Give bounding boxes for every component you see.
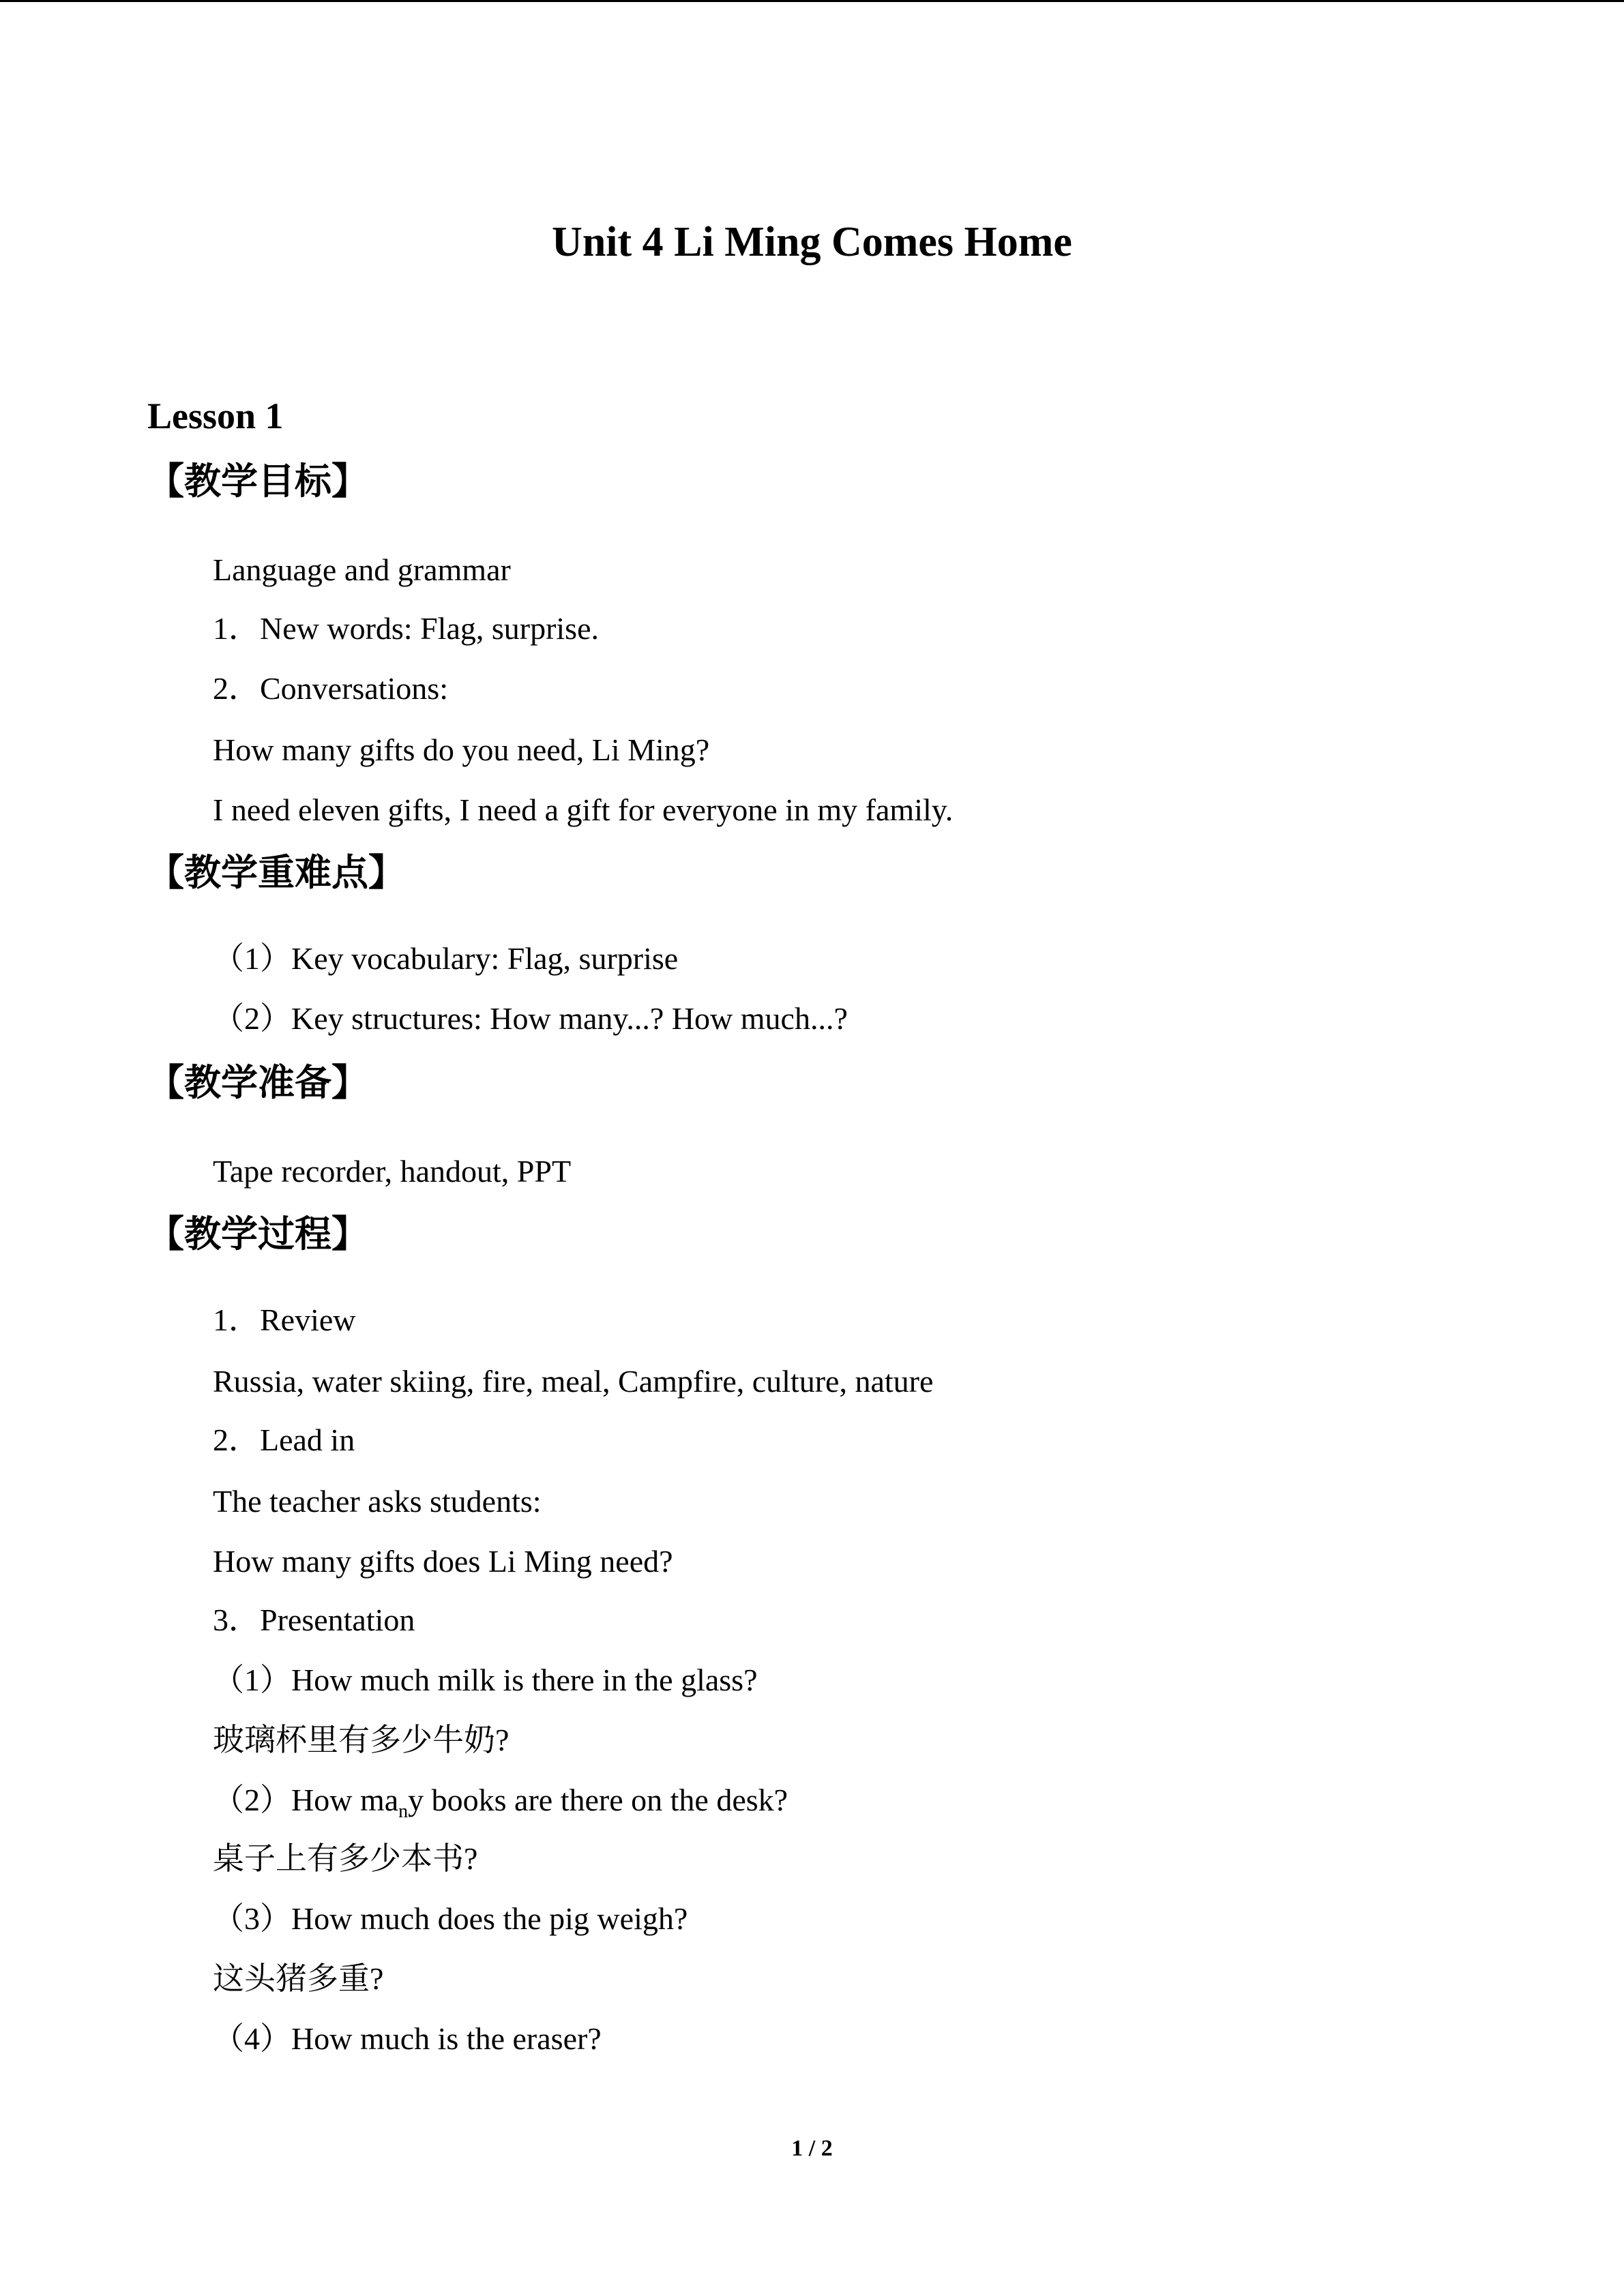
section-heading-key-points: 【教学重难点】 [147,851,405,894]
document-title: Unit 4 Li Ming Comes Home [552,219,1072,265]
lesson-heading: Lesson 1 [147,396,284,436]
objectives-line: 2．Conversations: [213,671,448,706]
key-points-line: （2）Key structures: How many...? How much...? [213,1001,848,1036]
objectives-line: 1．New words: Flag, surprise. [213,611,599,646]
process-line: 这头猪多重? [213,1961,384,1996]
objectives-line: How many gifts do you need, Li Ming? [213,732,710,767]
process-line-part: （2）How ma [213,1783,399,1817]
objectives-line: I need eleven gifts, I need a gift for everyone in my family. [213,792,954,827]
process-line: How many gifts does Li Ming need? [213,1544,673,1579]
objectives-line: Language and grammar [213,552,511,587]
process-line: Russia, water skiing, fire, meal, Campfire, culture, nature [213,1364,934,1399]
section-heading-preparation: 【教学准备】 [147,1061,368,1104]
section-heading-process: 【教学过程】 [147,1212,368,1255]
process-line [213,1780,788,1832]
key-points-line: （1）Key vocabulary: Flag, surprise [213,941,679,976]
process-line: 桌子上有多少本书? [213,1841,478,1876]
process-line-part: y books are there on the desk? [408,1783,788,1817]
process-line: The teacher asks students: [213,1484,542,1519]
page-number: 1 / 2 [791,2136,833,2161]
process-line: （1）How much milk is there in the glass? [213,1663,758,1697]
process-line: （3）How much does the pig weigh? [213,1901,688,1936]
process-line: 3．Presentation [213,1602,415,1637]
subscript-letter: n [398,1801,409,1822]
process-line: 玻璃杯里有多少牛奶? [213,1723,510,1757]
section-heading-objectives: 【教学目标】 [147,460,368,503]
process-line: （4）How much is the eraser? [213,2021,602,2056]
preparation-line: Tape recorder, handout, PPT [213,1154,572,1189]
page-top-border [0,0,1624,2]
process-line: 2．Lead in [213,1422,355,1457]
process-line: 1．Review [213,1302,356,1337]
